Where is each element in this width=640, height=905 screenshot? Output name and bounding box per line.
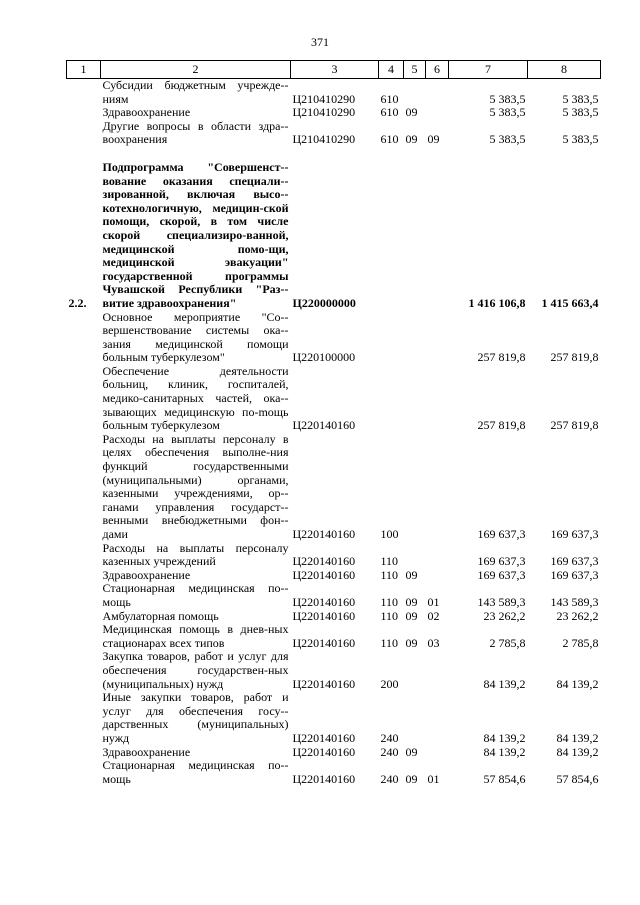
row-amount-year1: 84 139,2 <box>483 730 526 745</box>
row-description: Здравоохранение <box>102 105 191 120</box>
row-description: Здравоохранение <box>102 744 191 759</box>
row-description: Обеспечение деятельности больниц, клиник, госпиталей, медико-санитарных частей, ока-зывающих медицинскую по-mощь больным туберкулезом <box>102 363 289 433</box>
row-amount-year2: 57 854,6 <box>556 771 599 786</box>
table-row <box>67 759 601 786</box>
row-target-code: Ц220140160 <box>292 594 356 609</box>
table-row <box>67 610 601 624</box>
row-section <box>404 161 426 311</box>
row-index <box>67 610 101 624</box>
row-index <box>67 569 101 583</box>
row-subsection: 02 <box>427 608 440 623</box>
table-header-row <box>67 61 601 79</box>
row-target-code: Ц220140160 <box>292 635 356 650</box>
row-index <box>67 433 101 542</box>
row-subsection <box>426 542 449 569</box>
row-target-code: Ц220140160 <box>292 771 356 786</box>
row-target-code: Ц220140160 <box>292 554 356 569</box>
row-expense-type: 110 <box>380 594 399 609</box>
row-description: Медицинская помощь в днев-ных стационарах всех типов <box>102 622 289 650</box>
table-row <box>67 569 601 583</box>
row-index <box>67 746 101 760</box>
row-section <box>404 650 426 691</box>
row-amount-year2: 169 637,3 <box>550 567 599 582</box>
column-header: 6 <box>426 61 449 79</box>
table-row <box>67 623 601 650</box>
row-amount-year2: 5 383,5 <box>562 105 599 120</box>
row-section: 09 <box>405 608 418 623</box>
row-index <box>67 311 101 365</box>
row-description: Подпрограмма "Совершенст-вование оказания специали-зированной, включая высо-котехнологичную, медицин-ской помощи, скорой, в том числе скорой специализиро-ванной, медицинской помо-щи, медицинской эвакуации" государственной программы Чувашской Республики "Раз-витие здравоохранения" <box>102 159 289 310</box>
row-subsection <box>426 106 449 120</box>
row-target-code: Ц220140160 <box>292 676 356 691</box>
row-amount-year2: 84 139,2 <box>556 730 599 745</box>
row-description: Иные закупки товаров, работ и услуг для обеспечения госу-дарственных (муниципальных) нужд <box>102 690 289 745</box>
table-row <box>67 106 601 120</box>
row-amount-year2: 23 262,2 <box>556 608 599 623</box>
row-amount-year1: 1 416 106,8 <box>468 295 526 310</box>
row-expense-type: 240 <box>380 771 399 786</box>
row-amount-year1: 257 819,8 <box>477 418 526 433</box>
row-amount-year1: 169 637,3 <box>477 527 526 541</box>
row-subsection <box>426 79 449 107</box>
table-row <box>67 79 601 107</box>
row-expense-type <box>379 161 404 311</box>
row-target-code: Ц220140160 <box>292 744 356 759</box>
row-subsection <box>426 650 449 691</box>
row-amount-year2: 5 383,5 <box>562 91 599 106</box>
row-expense-type: 110 <box>380 608 399 623</box>
column-header: 1 <box>67 61 101 79</box>
row-amount-year2: 257 819,8 <box>550 418 599 433</box>
row-amount-year1: 84 139,2 <box>483 744 526 759</box>
row-subsection: 01 <box>427 771 440 786</box>
row-index <box>67 759 101 786</box>
row-subsection: 03 <box>427 635 440 650</box>
row-amount-year1: 143 589,3 <box>477 594 526 609</box>
row-amount-year1: 5 383,5 <box>489 91 526 106</box>
column-header: 5 <box>404 61 426 79</box>
row-amount-year2: 257 819,8 <box>550 350 599 365</box>
row-target-code: Ц220140160 <box>292 730 356 745</box>
page-number: 371 <box>311 35 329 49</box>
row-index <box>67 623 101 650</box>
row-subsection <box>426 311 449 365</box>
row-amount-year1: 257 819,8 <box>477 350 526 365</box>
row-index <box>67 582 101 609</box>
row-description: Основное мероприятие "Со-вершенствование системы ока-зания медицинской помощи больным туберкулезом" <box>102 309 289 365</box>
row-section <box>404 79 426 107</box>
row-index <box>67 542 101 569</box>
row-section: 09 <box>405 744 418 759</box>
row-amount-year1: 169 637,3 <box>477 554 526 569</box>
row-amount-year2: 5 383,5 <box>562 132 599 147</box>
row-expense-type: 110 <box>380 567 399 582</box>
row-expense-type: 610 <box>380 105 399 120</box>
row-expense-type: 240 <box>380 730 399 745</box>
row-description: Амбулаторная помощь <box>102 608 219 623</box>
row-description: Другие вопросы в области здра-воохранения <box>102 118 289 147</box>
row-description: Субсидии бюджетным учрежде-ниям <box>102 78 289 106</box>
row-amount-year2: 84 139,2 <box>556 744 599 759</box>
table-row <box>67 650 601 691</box>
row-amount-year2: 143 589,3 <box>550 594 599 609</box>
row-target-code: Ц220000000 <box>292 295 356 310</box>
budget-table <box>66 60 601 786</box>
row-index: 2.2. <box>68 295 87 310</box>
row-expense-type: 610 <box>380 132 399 147</box>
row-expense-type: 610 <box>380 91 399 106</box>
table-body <box>67 79 601 787</box>
row-subsection <box>426 433 449 542</box>
column-header: 4 <box>379 61 404 79</box>
row-expense-type <box>379 365 404 433</box>
row-section <box>404 365 426 433</box>
row-section <box>404 311 426 365</box>
row-amount-year2: 169 637,3 <box>550 527 599 541</box>
row-amount-year2: 169 637,3 <box>550 554 599 569</box>
row-subsection <box>426 569 449 583</box>
row-index <box>67 650 101 691</box>
row-amount-year1: 23 262,2 <box>483 608 526 623</box>
row-subsection: 01 <box>427 594 440 609</box>
row-amount-year2: 2 785,8 <box>562 635 599 650</box>
row-subsection <box>426 691 449 745</box>
row-subsection <box>426 161 449 311</box>
table-row <box>67 691 601 745</box>
row-target-code: Ц210410290 <box>292 132 356 147</box>
row-target-code: Ц220140160 <box>292 608 356 623</box>
row-spacer <box>67 147 601 161</box>
row-target-code: Ц220140160 <box>292 567 356 582</box>
column-header: 3 <box>291 61 379 79</box>
row-description: Расходы на выплаты персоналу казенных учреждений <box>102 540 289 569</box>
row-description: Стационарная медицинская по-мощь <box>102 758 289 786</box>
row-target-code: Ц220100000 <box>292 350 356 365</box>
table-row <box>67 542 601 569</box>
row-expense-type: 110 <box>380 635 399 650</box>
column-header: 8 <box>528 61 601 79</box>
table-row <box>67 365 601 433</box>
row-subsection: 09 <box>427 132 440 147</box>
row-expense-type <box>379 311 404 365</box>
row-index <box>67 365 101 433</box>
row-section <box>404 433 426 542</box>
row-subsection <box>426 746 449 760</box>
row-amount-year1: 5 383,5 <box>489 105 526 120</box>
column-header: 2 <box>101 61 291 79</box>
row-index <box>67 120 101 147</box>
row-target-code: Ц220140160 <box>292 418 356 433</box>
row-expense-type: 100 <box>380 527 399 541</box>
table-row <box>67 582 601 609</box>
row-amount-year1: 2 785,8 <box>489 635 526 650</box>
row-section: 09 <box>405 567 418 582</box>
column-header: 7 <box>449 61 528 79</box>
row-description: Стационарная медицинская по-мощь <box>102 581 289 609</box>
row-amount-year2: 1 415 663,4 <box>541 295 599 310</box>
row-description: Расходы на выплаты персоналу в целях обеспечения выполне-ния функций государственными (муниципальными) органами, казенными учреждениями, ор-ганами управления государст-венными внебюджетными фон-дами <box>102 431 289 541</box>
row-index <box>67 106 101 120</box>
row-section: 09 <box>405 771 418 786</box>
table-row <box>67 311 601 365</box>
row-section <box>404 691 426 745</box>
row-target-code: Ц210410290 <box>292 105 356 120</box>
table-row <box>67 746 601 760</box>
table-row <box>67 161 601 311</box>
table-row <box>67 433 601 542</box>
row-index <box>67 691 101 745</box>
row-index <box>67 79 101 107</box>
row-expense-type: 200 <box>380 676 399 691</box>
row-amount-year1: 57 854,6 <box>483 771 526 786</box>
row-amount-year1: 84 139,2 <box>483 676 526 691</box>
row-description: Закупка товаров, работ и услуг для обеспечения государствен-ных (муниципальных) нужд <box>102 649 289 691</box>
row-target-code: Ц220140160 <box>292 527 356 541</box>
row-amount-year1: 169 637,3 <box>477 567 526 582</box>
row-expense-type: 110 <box>380 554 399 569</box>
row-section <box>404 542 426 569</box>
row-subsection <box>426 365 449 433</box>
row-section: 09 <box>405 105 418 120</box>
row-section: 09 <box>405 594 418 609</box>
row-amount-year2: 84 139,2 <box>556 676 599 691</box>
row-section: 09 <box>405 635 418 650</box>
row-amount-year1: 5 383,5 <box>489 132 526 147</box>
row-expense-type: 240 <box>380 744 399 759</box>
row-section: 09 <box>405 132 418 147</box>
row-description: Здравоохранение <box>102 567 191 582</box>
table-row <box>67 120 601 147</box>
row-target-code: Ц210410290 <box>292 91 356 106</box>
